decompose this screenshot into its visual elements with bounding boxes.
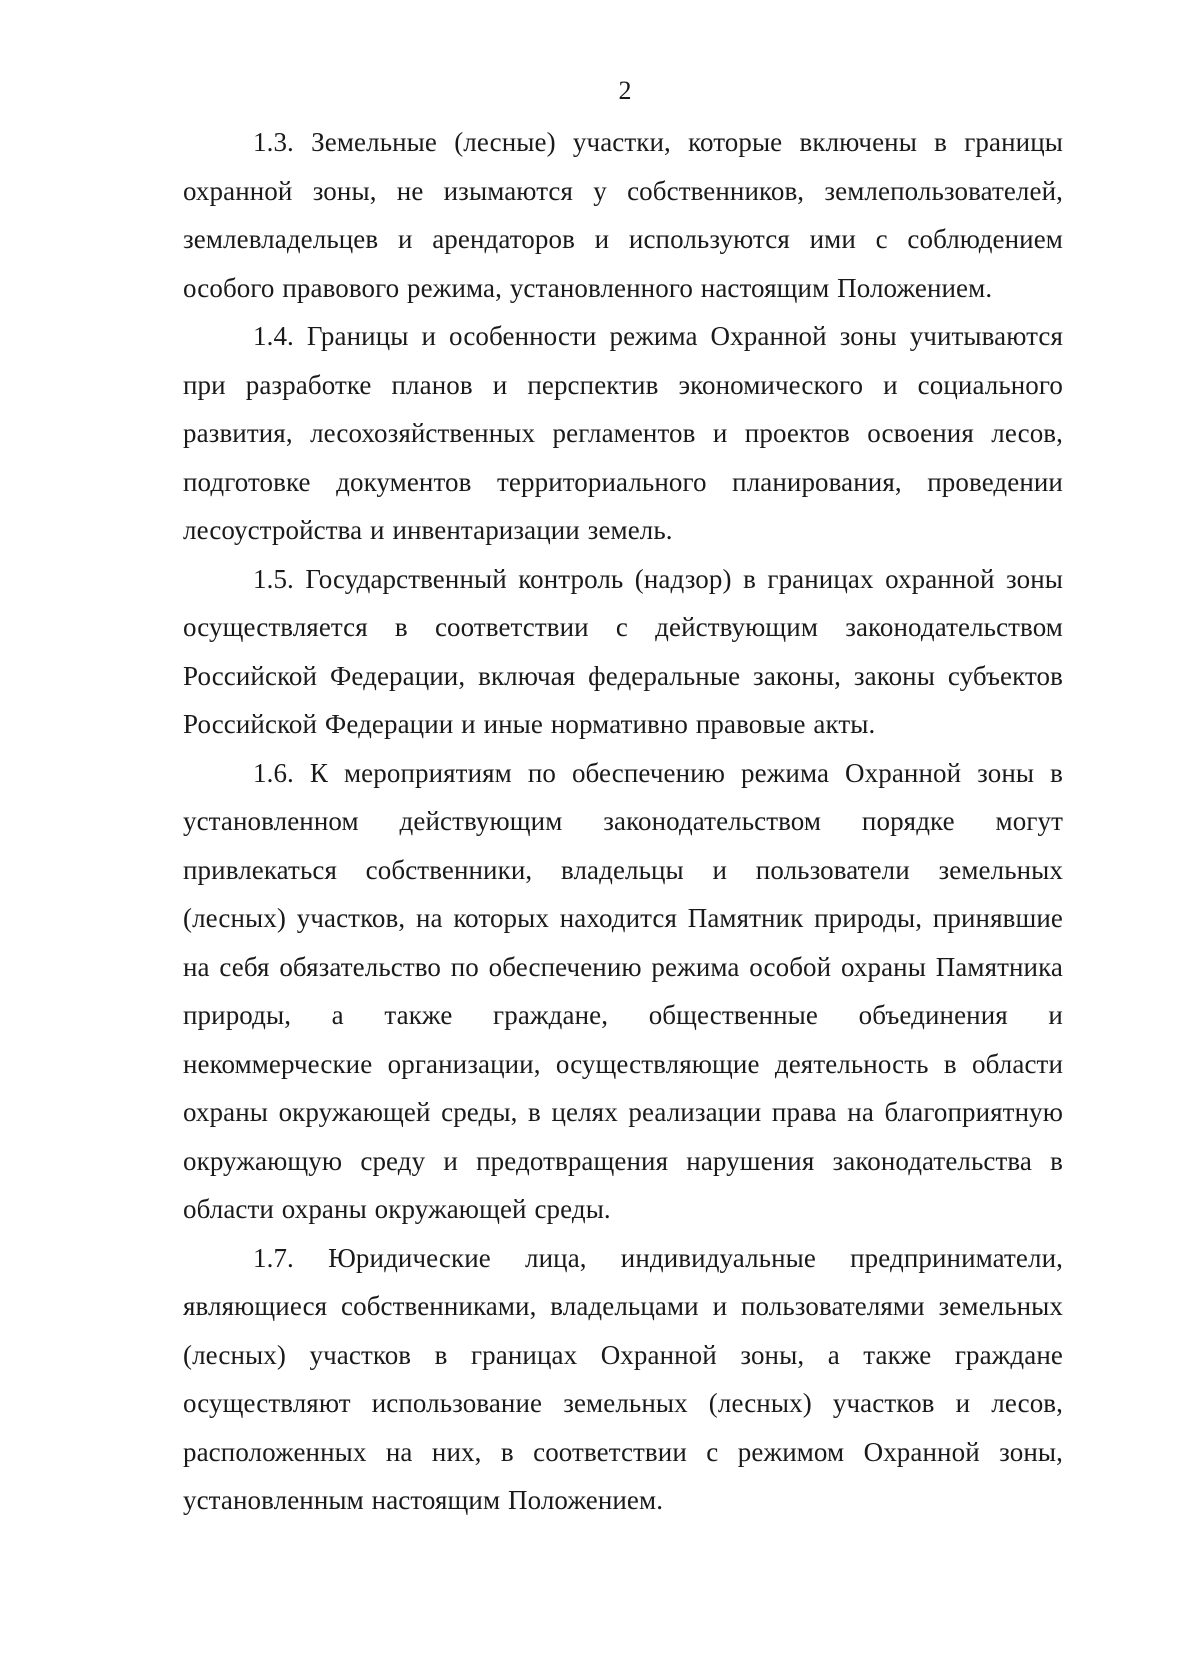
paragraph-1-4: 1.4. Границы и особенности режима Охранной зоны учитываются при разработке планов и перспектив экономического и социального развития, лесохозяйственных регламентов и проектов освоения лесов, подготовке документов территориального планирования, проведении лесоустройства и инвентаризации земель.	[183, 321, 1063, 545]
paragraph-1-6: 1.6. К мероприятиям по обеспечению режима Охранной зоны в установленном действующим законодательством порядке могут привлекаться собственники, владельцы и пользователи земельных (лесных) участков, на которых находится Памятник природы, принявшие на себя обязательство по обеспечению режима особой охраны Памятника природы, а также граждане, общественные объединения и некоммерческие организации, осуществляющие деятельность в области охраны окружающей среды, в целях реализации права на благоприятную окружающую среду и предотвращения нарушения законодательства в области охраны окружающей среды.	[183, 757, 1063, 1224]
paragraph-1-5: 1.5. Государственный контроль (надзор) в границах охранной зоны осуществляется в соответствии с действующим законодательством Российской Федерации, включая федеральные законы, законы субъектов Российской Федерации и иные нормативно правовые акты.	[183, 563, 1063, 739]
paragraph-1-3: 1.3. Земельные (лесные) участки, которые включены в границы охранной зоны, не изымаются у собственников, землепользователей, землевладельцев и арендаторов и используются ими с соблюдением особого правового режима, установленного настоящим Положением.	[183, 127, 1063, 303]
document-body	[183, 118, 1063, 1525]
page-number: 2	[618, 76, 632, 105]
paragraph-1-7: 1.7. Юридические лица, индивидуальные предприниматели, являющиеся собственниками, владельцами и пользователями земельных (лесных) участков в границах Охранной зоны, а также граждане осуществляют использование земельных (лесных) участков и лесов, расположенных на них, в соответствии с режимом Охранной зоны, установленным настоящим Положением.	[183, 1242, 1063, 1515]
